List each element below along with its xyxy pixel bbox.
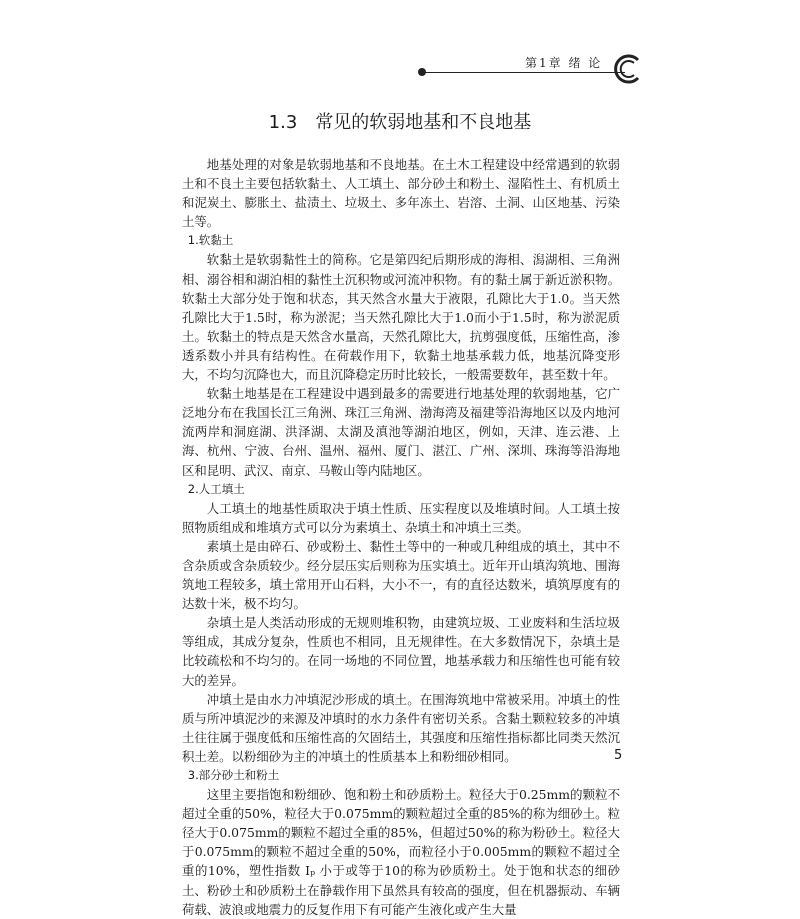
paragraph: 地基处理的对象是软弱地基和不良地基。在土木工程建设中经常遇到的软弱土和不良土主要包括软黏土、人工填土、部分砂土和粉土、湿陷性土、有机质土和泥炭土、膨胀土、盐渍土、垃圾土、多年冻土、岩溶、土洞、山区地基、污染土等。 <box>182 157 620 230</box>
paragraph: 这里主要指饱和粉细砂、饱和粉土和砂质粉土。粒径大于0.25mm的颗粒不超过全重的50%，粒径大于0.075mm的颗粒超过全重的85%的称为细砂土。粒径大于0.075mm的颗粒不超过全重的85%，但超过50%的称为粉砂土。粒径大于0.075mm的颗粒不超过全重的50%，而粒径小于0.005mm的颗粒不超过全重的10%，塑性指数 Iₚ 小于或等于10的称为砂质粉土。处于饱和状态的细砂土、粉砂土和砂质粉土在静载作用下虽然具有较高的强度，但在机器振动、车辆荷载、波浪或地震力的反复作用下有可能产生液化或产生大量 <box>182 787 620 917</box>
paragraph: 杂填土是人类活动形成的无规则堆积物，由建筑垃圾、工业废料和生活垃圾等组成，其成分复杂，性质也不相同，且无规律性。在大多数情况下，杂填土是比较疏松和不均匀的。在同一场地的不同位置，地基承载力和压缩性也可能有较大的差异。 <box>182 615 620 688</box>
paragraph: 冲填土是由水力冲填泥沙形成的填土。在围海筑地中常被采用。冲填土的性质与所冲填泥沙的来源及冲填时的水力条件有密切关系。含黏土颗粒较多的冲填土往往属于强度低和压缩性高的欠固结土，其强度和压缩性指标都比同类天然沉积土差。以粉细砂为主的冲填土的性质基本上和粉细砂相同。 <box>182 691 620 764</box>
subsection-heading: 1.软黏土 <box>187 233 234 248</box>
section-number: 1.3 <box>268 112 298 133</box>
paragraph: 软黏土是软弱黏性土的简称。它是第四纪后期形成的海相、潟湖相、三角洲相、溺谷相和湖泊相的黏性土沉积物或河流冲积物。有的黏土属于新近淤积物。软黏土大部分处于饱和状态，其天然含水量大于液限，孔隙比大于1.0。当天然孔隙比大于1.5时，称为淤泥；当天然孔隙比大于1.0而小于1.5时，称为淤泥质土。软黏土的特点是天然含水量高，天然孔隙比大，抗剪强度低，压缩性高，渗透系数小并具有结构性。在荷载作用下，软黏土地基承载力低，地基沉降变形大，不均匀沉降也大，而且沉降稳定历时比较长，一般需要数年，甚至数十年。 <box>182 252 620 383</box>
page-number: 5 <box>614 748 623 763</box>
subsection-heading: 2.人工填土 <box>187 481 245 496</box>
body-text <box>182 155 623 919</box>
section-title <box>0 108 800 134</box>
header-rule <box>425 72 625 73</box>
chapter-label: 第1章 绪 论 <box>525 56 603 70</box>
subsection-heading: 3.部分砂土和粉土 <box>187 768 280 782</box>
chapter-c-logo-icon <box>610 52 644 86</box>
paragraph: 软黏土地基是在工程建设中遇到最多的需要进行地基处理的软弱地基，它广泛地分布在我国长江三角洲、珠江三角洲、渤海湾及福建等沿海地区以及内地河流两岸和洞庭湖、洪泽湖、太湖及滇池等湖泊地区，例如，天津、连云港、上海、杭州、宁波、台州、温州、福州、厦门、湛江、广州、深圳、珠海等沿海地区和昆明、武汉、南京、马鞍山等内陆地区。 <box>182 386 620 478</box>
paragraph: 素填土是由碎石、砂或粉土、黏性土等中的一种或几种组成的填土，其中不含杂质或含杂质较少。经分层压实后则称为压实填土。近年开山填沟筑地、围海筑地工程较多，填土常用开山石料，大小不一，有的直径达数米，填筑厚度有的达数十米，极不均匀。 <box>182 538 620 612</box>
section-title-text: 常见的软弱地基和不良地基 <box>315 112 532 133</box>
paragraph: 人工填土的地基性质取决于填土性质、压实程度以及堆填时间。人工填土按照物质组成和堆填方式可以分为素填土、杂填土和冲填土三类。 <box>182 500 620 535</box>
running-header <box>0 48 800 88</box>
